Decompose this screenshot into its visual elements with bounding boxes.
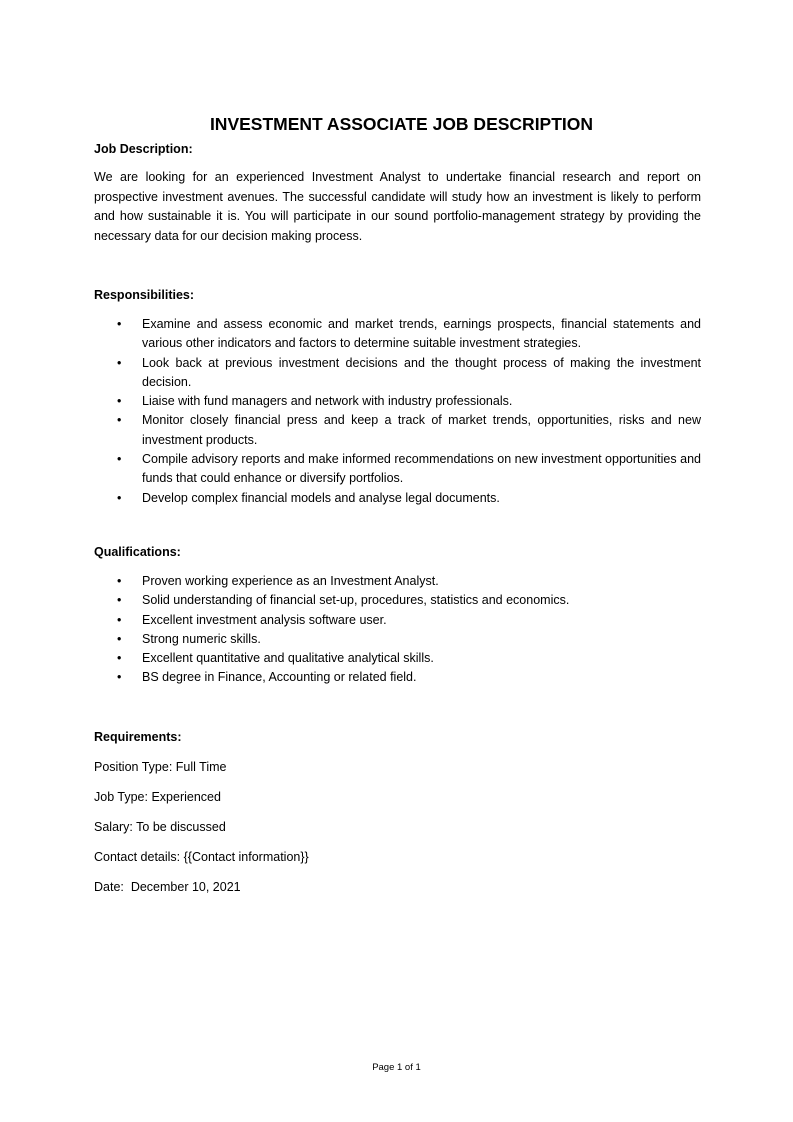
list-item [94, 668, 701, 687]
requirements-section [94, 728, 701, 896]
list-item [94, 450, 701, 489]
salary: Salary: To be discussed [94, 819, 226, 834]
list-item [94, 354, 701, 393]
position-type: Position Type: Full Time [94, 759, 227, 774]
qualifications-label: Qualifications: [94, 544, 181, 559]
page-number-footer: Page 1 of 1 [372, 1062, 421, 1073]
list-item [94, 315, 701, 354]
qualifications-section [94, 543, 701, 688]
bullet-icon: • [117, 573, 122, 588]
list-item [94, 591, 701, 610]
bullet-icon: • [117, 394, 122, 409]
job-description-text: We are looking for an experienced Investment Analyst to undertake financial research and report on prospective investment avenues. The successful candidate will study how an investment is likely to perform and how sustainable it is. You will participate in our sound portfolio-management strategy by providing the necessary data for our decision making process. [94, 170, 701, 243]
list-item-text: Liaise with fund managers and network with industry professionals. [142, 394, 513, 409]
bullet-icon: • [117, 651, 122, 666]
list-item-text: Compile advisory reports and make informed recommendations on new investment opportunities and funds that could enhance or diversify portfolios. [142, 452, 701, 486]
bullet-icon: • [117, 593, 122, 608]
bullet-icon: • [117, 631, 122, 646]
requirements-label: Requirements: [94, 729, 182, 744]
responsibilities-section [94, 286, 701, 508]
bullet-icon: • [117, 355, 122, 370]
bullet-icon: • [117, 612, 122, 627]
responsibilities-list [94, 315, 701, 508]
list-item-text: Monitor closely financial press and keep a track of market trends, opportunities, risks and new investment products. [142, 413, 701, 447]
document-page [94, 110, 701, 896]
job-type: Job Type: Experienced [94, 789, 221, 804]
list-item [94, 630, 701, 649]
list-item [94, 649, 701, 668]
list-item-text: Develop complex financial models and analyse legal documents. [142, 490, 500, 505]
responsibilities-label: Responsibilities: [94, 288, 195, 302]
bullet-icon: • [117, 670, 122, 685]
list-item [94, 411, 701, 450]
job-description-section [94, 140, 701, 246]
list-item-text: Examine and assess economic and market trends, earnings prospects, financial statements and various other indicators and factors to determine suitable investment strategies. [142, 317, 701, 351]
list-item [94, 572, 701, 591]
list-item-text: BS degree in Finance, Accounting or related field. [142, 670, 417, 685]
list-item-text: Proven working experience as an Investment Analyst. [142, 573, 439, 588]
bullet-icon: • [117, 317, 122, 331]
job-description-label: Job Description: [94, 142, 193, 156]
contact-details: Contact details: {{Contact information}} [94, 849, 309, 864]
bullet-icon: • [117, 452, 122, 467]
list-item [94, 489, 701, 508]
list-item [94, 392, 701, 411]
list-item-text: Strong numeric skills. [142, 631, 261, 646]
list-item [94, 611, 701, 630]
list-item-text: Solid understanding of financial set-up, procedures, statistics and economics. [142, 593, 570, 608]
list-item-text: Excellent investment analysis software user. [142, 612, 387, 627]
list-item-text: Excellent quantitative and qualitative analytical skills. [142, 651, 434, 666]
bullet-icon: • [117, 413, 122, 428]
document-title: INVESTMENT ASSOCIATE JOB DESCRIPTION [209, 114, 594, 134]
qualifications-list [94, 572, 701, 688]
bullet-icon: • [117, 490, 122, 505]
list-item-text: Look back at previous investment decisions and the thought process of making the investment decision. [142, 355, 701, 389]
date: Date: December 10, 2021 [94, 879, 241, 894]
